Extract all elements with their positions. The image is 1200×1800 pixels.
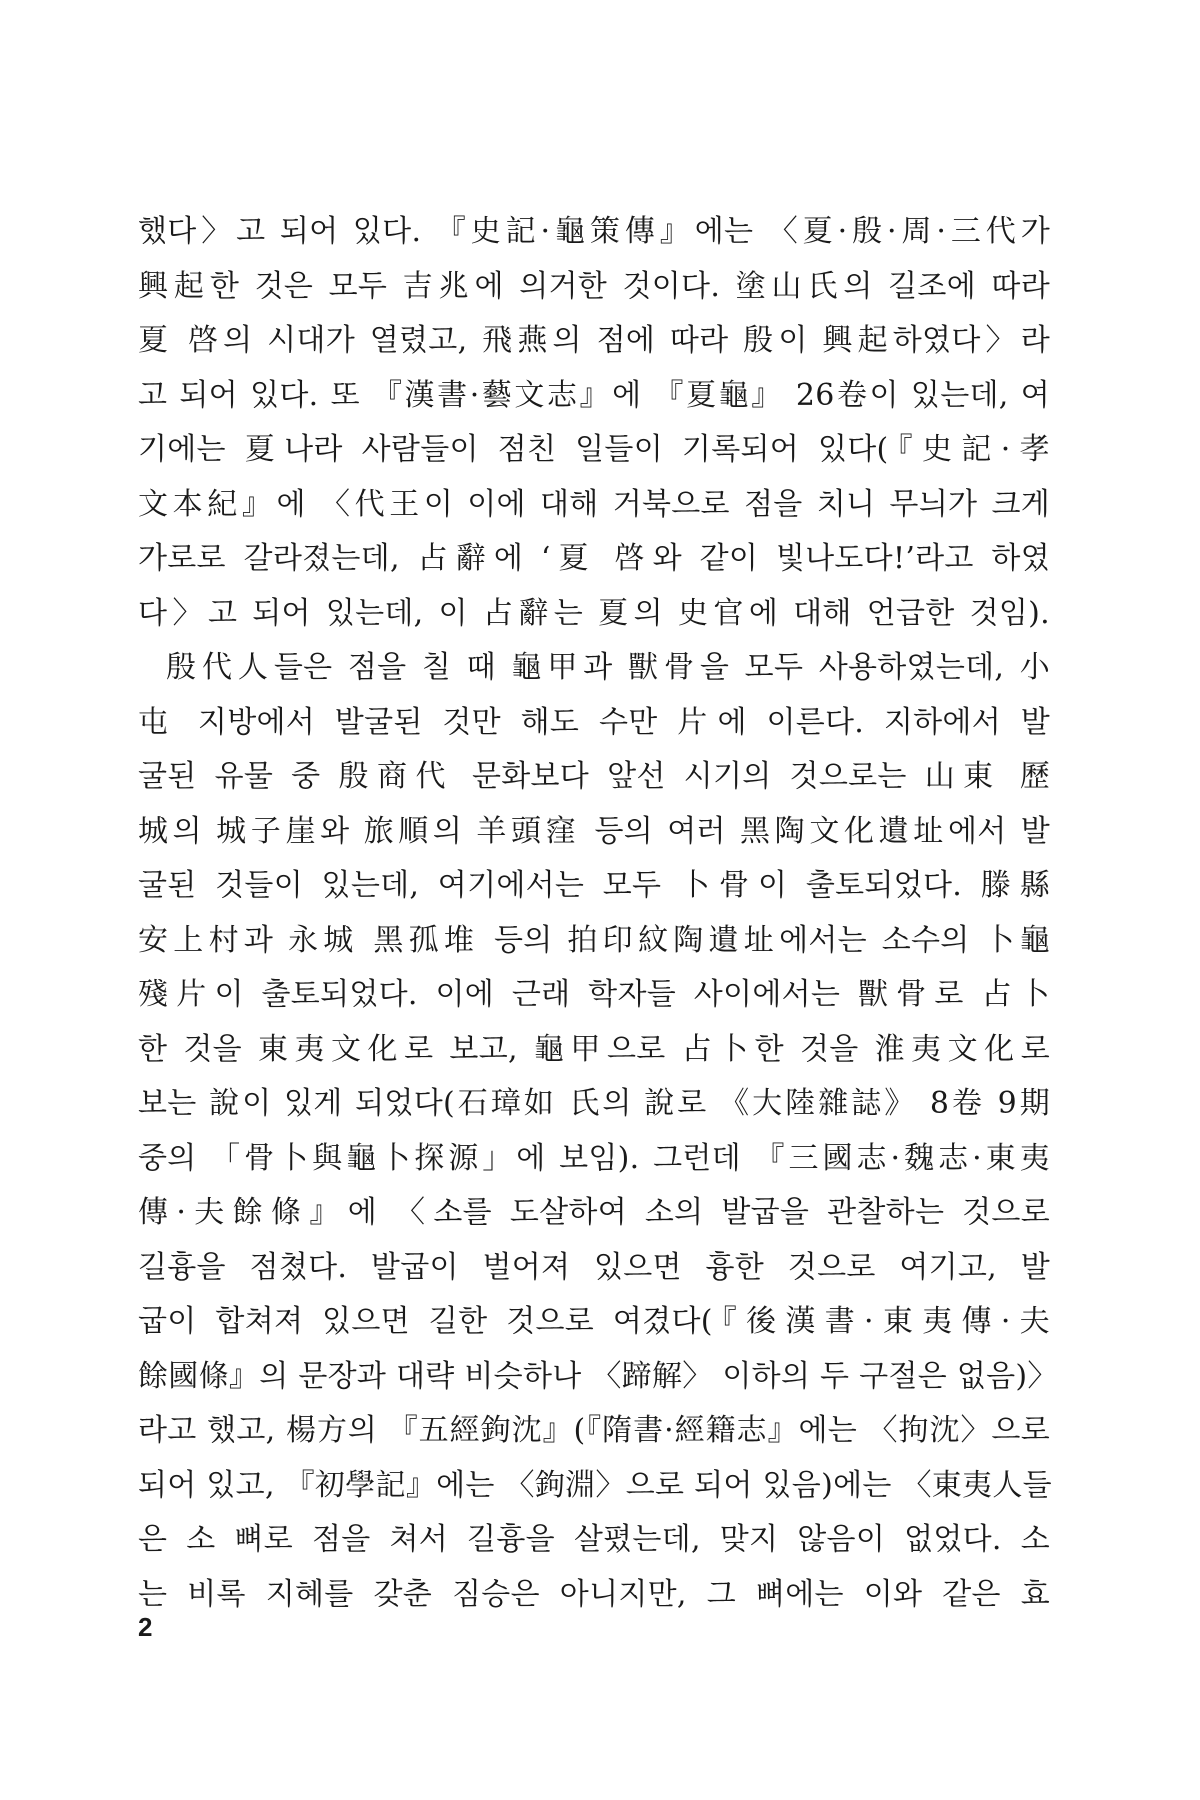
text-line: 기에는 夏나라 사람들이 점친 일들이 기록되어 있다(『史記·孝	[138, 432, 1050, 467]
text-line: 興起한 것은 모두 吉兆에 의거한 것이다. 塗山氏의 길조에 따라	[138, 268, 1050, 304]
text-line: 다〉고 되어 있는데, 이 占辭는 夏의 史官에 대해 언급한 것임).	[138, 595, 1050, 631]
text-line: 殘片이 출토되었다. 이에 근래 학자들 사이에서는 獸骨로 占卜	[138, 977, 1050, 1012]
text-line: 夏 啓의 시대가 열렸고, 飛燕의 점에 따라 殷이 興起하였다〉라	[138, 323, 1050, 358]
text-line: 는 비록 지혜를 갖춘 짐승은 아니지만, 그 뼈에는 이와 같은 효	[138, 1576, 1050, 1612]
text-line-paragraph-start: 殷代人들은 점을 칠 때 龜甲과 獸骨을 모두 사용하였는데, 小	[166, 650, 1050, 685]
text-line: 文本紀』에 〈代王이 이에 대해 거북으로 점을 치니 무늬가 크게	[138, 486, 1050, 522]
text-line: 은 소 뼈로 점을 쳐서 길흉을 살폈는데, 맞지 않음이 없었다. 소	[138, 1522, 1050, 1557]
text-line: 가로로 갈라졌는데, 占辭에 ‘夏 啓와 같이 빛나도다!’라고 하였	[138, 541, 1050, 576]
text-line: 길흉을 점쳤다. 발굽이 벌어져 있으면 흉한 것으로 여기고, 발	[138, 1249, 1050, 1285]
text-line: 屯 지방에서 발굴된 것만 해도 수만 片에 이른다. 지하에서 발	[138, 704, 1050, 740]
text-line: 했다〉고 되어 있다. 『史記·龜策傳』에는 〈夏·殷·周·三代가	[138, 214, 1050, 249]
text-line: 餘國條』의 문장과 대략 비슷하나 〈蹄解〉 이하의 두 구절은 없음)〉	[138, 1358, 1058, 1394]
text-line: 한 것을 東夷文化로 보고, 龜甲으로 占卜한 것을 淮夷文化로	[138, 1031, 1050, 1067]
text-line: 城의 城子崖와 旅順의 羊頭窪 등의 여러 黑陶文化遺址에서 발	[138, 813, 1050, 849]
body-text	[138, 205, 1058, 1622]
text-line: 굴된 것들이 있는데, 여기에서는 모두 卜骨이 출토되었다. 滕縣	[138, 868, 1050, 903]
text-line: 중의 「骨卜與龜卜探源」에 보임). 그런데 『三國志·魏志·東夷	[138, 1140, 1050, 1176]
text-line: 되어 있고, 『初學記』에는 〈鉤淵〉으로 되어 있음)에는 〈東夷人들	[138, 1467, 1052, 1503]
text-line: 굽이 합쳐져 있으면 길한 것으로 여겼다(『後漢書·東夷傳·夫	[138, 1304, 1050, 1339]
page-number: 2	[138, 1612, 153, 1642]
text-line: 安上村과 永城 黑孤堆 등의 拍印紋陶遺址에서는 소수의 卜龜	[138, 922, 1050, 958]
text-line: 굴된 유물 중 殷商代 문화보다 앞선 시기의 것으로는 山東 歷	[138, 759, 1050, 794]
text-line: 고 되어 있다. 또 『漢書·藝文志』에 『夏龜』 26卷이 있는데, 여	[138, 377, 1050, 413]
text-line: 보는 說이 있게 되었다(石璋如 氏의 說로 《大陸雜誌》 8卷 9期	[138, 1086, 1050, 1121]
text-line: 傳·夫餘條』에 〈소를 도살하여 소의 발굽을 관찰하는 것으로	[138, 1195, 1050, 1230]
text-line: 라고 했고, 楊方의 『五經鉤沈』(『隋書·經籍志』에는 〈拘沈〉으로	[138, 1413, 1050, 1448]
